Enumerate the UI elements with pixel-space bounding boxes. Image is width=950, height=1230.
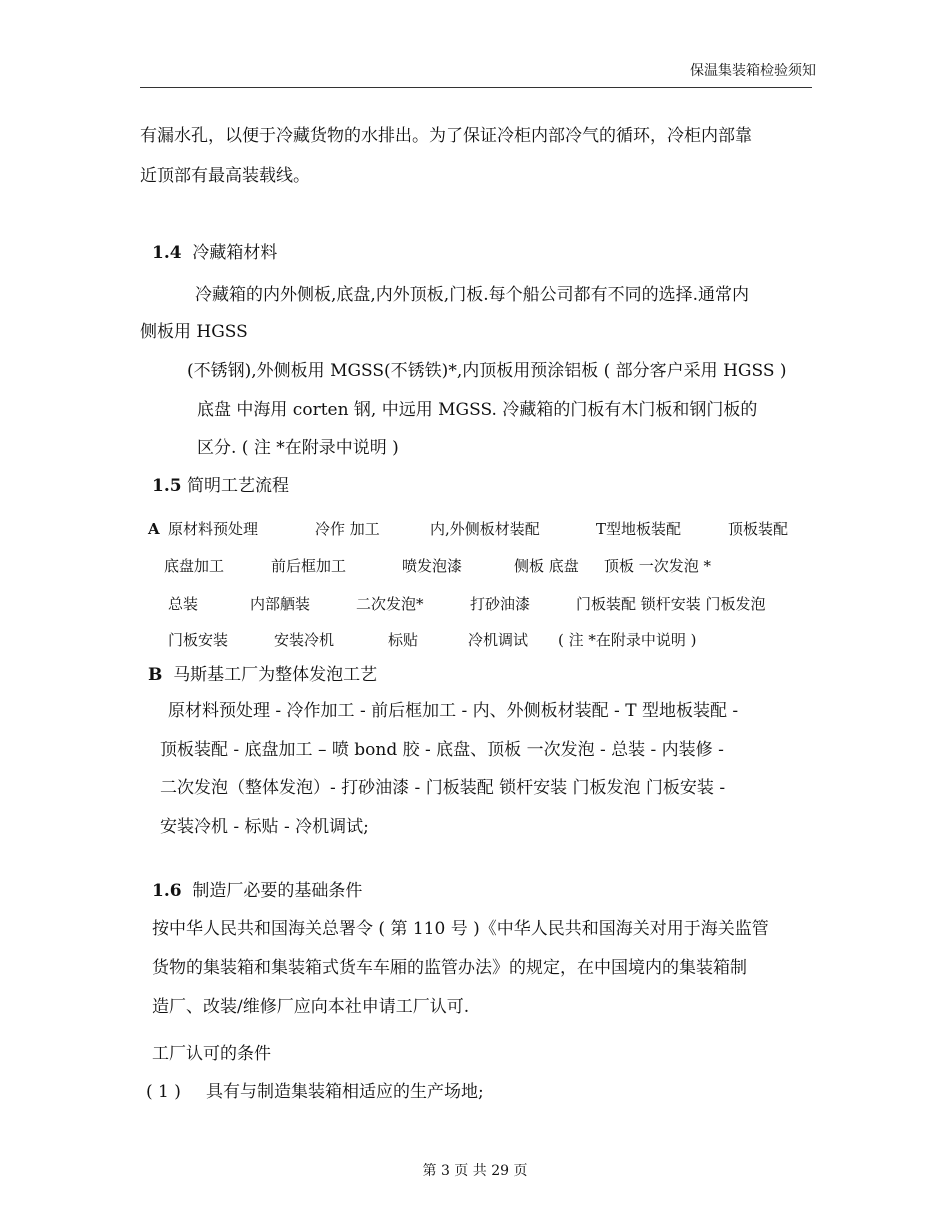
section-1-6-heading [152, 881, 362, 901]
flow-step: 内,外侧板材装配 [430, 520, 540, 538]
flow-step: 底盘加工 [164, 557, 225, 575]
section-number: 1.4 [152, 243, 182, 263]
section-title: 简明工艺流程 [186, 476, 289, 496]
running-header: 保温集装箱检验须知 [690, 63, 816, 79]
flow-step: 喷发泡漆 [402, 557, 463, 575]
s14-paragraph-2: 侧板用 HGSS [140, 322, 248, 342]
flow-b-label: B [148, 665, 163, 685]
flow-step: 安装冷机 [274, 631, 335, 649]
flow-step: 顶板装配 [728, 520, 789, 538]
section-1-4-heading [152, 243, 277, 263]
flow-b-line-3: 二次发泡（整体发泡）- 打砂油漆 - 门板装配 锁杆安装 门板发泡 门板安装 - [160, 778, 726, 798]
flow-a-label: A [148, 520, 160, 538]
intro-line-1: 有漏水孔，以便于冷藏货物的水排出。为了保证冷柜内部冷气的循环，冷柜内部靠 [140, 126, 752, 146]
section-title: 冷藏箱材料 [192, 243, 278, 263]
flow-step: 二次发泡* [356, 595, 424, 613]
s16-paragraph-1: 按中华人民共和国海关总署令 ( 第 110 号 )《中华人民共和国海关对用于海关监管 [152, 919, 769, 939]
flow-step: 门板安装 [168, 631, 229, 649]
flow-b-heading [148, 665, 377, 685]
flow-b-line-1: 原材料预处理 - 冷作加工 - 前后框加工 - 内、外侧板材装配 - T 型地板装配 - [168, 701, 739, 721]
item-text: 具有与制造集装箱相适应的生产场地; [206, 1082, 484, 1102]
flow-step: 侧板 底盘 [514, 557, 579, 575]
section-number: 1.6 [152, 881, 182, 901]
flow-a-row-1 [148, 519, 789, 539]
page-footer: 第 3 页 共 29 页 [422, 1163, 528, 1179]
s14-paragraph-3: (不锈钢),外侧板用 MGSS(不锈铁)*,内顶板用预涂铝板 ( 部分客户采用 HGSS ) [187, 361, 787, 381]
intro-line-2: 近顶部有最高装载线。 [140, 166, 310, 186]
section-1-5-heading [152, 476, 289, 496]
flow-b-title: 马斯基工厂为整体发泡工艺 [173, 665, 378, 685]
s14-paragraph-5: 区分. ( 注 *在附录中说明 ) [197, 438, 399, 458]
condition-item-1 [146, 1082, 484, 1102]
section-title: 制造厂必要的基础条件 [192, 881, 363, 901]
flow-b-line-2: 顶板装配 - 底盘加工 – 喷 bond 胶 - 底盘、顶板 一次发泡 - 总装 - 内装修 - [160, 740, 724, 760]
s14-paragraph-1: 冷藏箱的内外侧板,底盘,内外顶板,门板.每个船公司都有不同的选择.通常内 [195, 285, 750, 305]
flow-step: 原材料预处理 [168, 520, 259, 538]
flow-step: 总装 [168, 595, 199, 613]
s16-paragraph-3: 造厂、改装/维修厂应向本社申请工厂认可. [152, 997, 470, 1017]
conditions-title: 工厂认可的条件 [152, 1044, 271, 1064]
s14-paragraph-4: 底盘 中海用 corten 钢, 中远用 MGSS. 冷藏箱的门板有木门板和钢门板的 [197, 400, 758, 420]
item-number: ( 1 ) [146, 1082, 181, 1102]
flow-step: 冷作 加工 [315, 520, 380, 538]
header-rule [140, 87, 812, 88]
flow-step: 前后框加工 [271, 557, 347, 575]
flow-step: 门板装配 锁杆安装 门板发泡 [576, 595, 766, 613]
flow-note: ( 注 *在附录中说明 ) [558, 631, 697, 649]
flow-step: T型地板装配 [596, 520, 682, 538]
flow-step: 打砂油漆 [470, 595, 531, 613]
flow-step: 内部舾装 [250, 595, 311, 613]
flow-step: 标贴 [388, 631, 419, 649]
s16-paragraph-2: 货物的集装箱和集装箱式货车车厢的监管办法》的规定，在中国境内的集装箱制 [152, 958, 747, 978]
flow-step: 顶板 一次发泡 * [604, 557, 712, 575]
flow-step: 冷机调试 [468, 631, 529, 649]
section-number: 1.5 [152, 476, 182, 496]
flow-b-line-4: 安装冷机 - 标贴 - 冷机调试; [160, 817, 369, 837]
